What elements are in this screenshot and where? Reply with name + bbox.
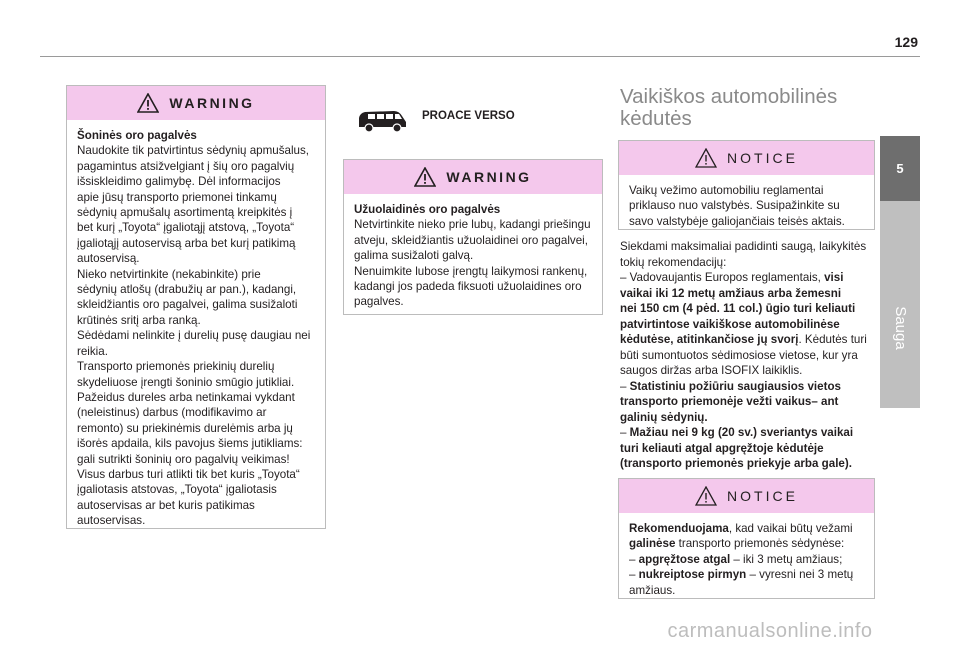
line-text: (neleistinus) darbus (modifikavimo ar <box>77 406 267 420</box>
warning-body <box>67 120 325 537</box>
text-line <box>354 233 592 248</box>
text-line <box>629 183 864 198</box>
line-text: vaikai iki 12 metų amžiaus arba žemesni <box>620 286 842 300</box>
text-line <box>77 513 315 528</box>
text-line <box>77 405 315 420</box>
text-line <box>77 282 315 297</box>
item1-tail: . Kėdutės turi <box>798 333 867 346</box>
line-text: galinių sėdynių. <box>620 410 708 424</box>
line-text: Netvirtinkite nieko prie lubų, kadangi priešingu <box>354 218 591 232</box>
text-line <box>620 456 876 472</box>
line-text: autoservisas ar bet kuris patikimas <box>77 498 255 512</box>
line-text: sėdynių atlošų (drabužių ar pan.), kadangi, <box>77 283 297 297</box>
line-text: Pažeidus dureles arba netinkamai vykdant <box>77 390 295 404</box>
line-text: Transporto priemonės priekinių durelių <box>77 360 275 374</box>
line-text: Nieko netvirtinkite (nekabinkite) prie <box>77 267 261 281</box>
line-text: įgaliotąjį autoservisą arba bet kurį patikimą <box>77 236 296 250</box>
text-line <box>77 436 315 451</box>
text-line <box>77 313 315 328</box>
warning-header-label: WARNING <box>169 95 255 111</box>
text-line <box>629 214 864 229</box>
warning-title: Šoninės oro pagalvės <box>77 129 197 142</box>
section-title <box>620 86 870 130</box>
line-text: transporto priemonėje vežti vaikus– ant <box>620 395 839 408</box>
text-line <box>77 359 315 374</box>
line-text: priklauso nuo valstybės. Susipažinkite su <box>629 199 840 213</box>
intro-line: Siekdami maksimaliai padidinti saugą, laikykitės <box>620 240 867 253</box>
recommendations-text <box>620 239 876 472</box>
section-title-line-1: Vaikiškos automobilinės <box>620 85 838 108</box>
line-text: autoservisas. <box>77 514 146 528</box>
text-line <box>77 344 315 359</box>
line-text: reikia. <box>77 344 108 358</box>
warning-triangle-icon <box>414 167 436 187</box>
line-text: Visus darbus turi atlikti tik bet kuris „Toyota“ <box>77 467 300 481</box>
line-text: sėdynių apmušalų asortimentą kreipkitės į <box>77 206 293 220</box>
item1-bold: visi <box>824 271 844 284</box>
item1-bold-end: kėdutėse, atitinkančiose jų svorį <box>620 333 799 346</box>
text-line <box>354 217 592 232</box>
text-line <box>77 328 315 343</box>
text-line <box>629 198 864 213</box>
line-text: įgaliotasis atstovas, „Toyota“ įgaliotasis <box>77 483 277 497</box>
page-number: 129 <box>894 34 918 50</box>
line-text: nei 150 cm (4 pėd. 11 col.) ūgio turi keliauti <box>620 302 856 315</box>
text-line <box>620 441 876 457</box>
notice-bold: apgręžtose atgal <box>638 552 731 566</box>
line-text: savo valstybėje galiojančiais teisės aktais. <box>629 214 845 228</box>
watermark: carmanualsonline.info <box>667 620 873 642</box>
warning-header <box>67 86 325 120</box>
notice-text: – vyresni nei 3 metų <box>746 568 854 582</box>
text-line <box>620 363 876 379</box>
notice-line: amžiaus. <box>629 583 676 597</box>
line-text: atveju, skleidžiantis užuolaidinei oro pagalvei, <box>354 233 588 247</box>
line-text: pagalves. <box>354 295 404 309</box>
notice-text: transporto priemonės sėdynėse: <box>675 537 845 551</box>
text-line <box>77 190 315 205</box>
notice-triangle-icon <box>695 148 717 168</box>
warning-lines <box>77 143 315 528</box>
line-text: išsiskleidimo galimybę. Dėl informacijos <box>77 175 281 189</box>
line-text: būti sumontuotos sėdimosiose vietose, kur yra <box>620 348 858 362</box>
text-line <box>77 251 315 266</box>
text-line <box>77 267 315 282</box>
warning-header <box>344 160 602 194</box>
side-tab-label: Sauga <box>892 306 909 350</box>
text-line <box>77 220 315 235</box>
text-line <box>354 248 592 263</box>
notice-text: , kad vaikai būtų vežami <box>728 522 853 535</box>
notice-body <box>619 175 874 237</box>
line-text: kadangi jos padeda fiksuoti užuolaidines oro <box>354 280 582 294</box>
text-line <box>77 452 315 467</box>
line-text: remonto) su priekinėmis durelėmis arba jų <box>77 421 293 435</box>
text-line <box>620 425 876 441</box>
text-line <box>620 410 876 426</box>
warning-body <box>344 194 602 318</box>
notice-box-regulations <box>618 140 875 230</box>
line-text: Sėdėdami nelinkite į durelių pusę daugiau nei <box>77 329 311 343</box>
text-line <box>77 236 315 251</box>
text-line <box>620 394 876 410</box>
warning-triangle-icon <box>137 93 159 113</box>
text-line <box>77 467 315 482</box>
text-line <box>77 297 315 312</box>
text-line <box>77 498 315 513</box>
model-label: PROACE VERSO <box>422 110 515 122</box>
item1-prefix: – Vadovaujantis Europos reglamentais, <box>620 271 825 284</box>
line-text: saugos diržas arba ISOFIX laikiklis. <box>620 364 803 377</box>
text-line <box>77 143 315 158</box>
line-text: Vaikų vežimo automobiliu reglamentai <box>629 184 824 197</box>
notice-bold: galinėse <box>629 537 676 551</box>
line-text: skleidžiantis oro pagalvei, galima susižaloti <box>77 298 298 312</box>
text-line <box>77 159 315 174</box>
warning-lines <box>354 217 592 309</box>
notice-bold: nukreiptose pirmyn <box>638 568 747 582</box>
notice-line <box>629 536 864 551</box>
item1-bold-lines <box>620 286 876 333</box>
line-text: gali sutrikti šoninių oro pagalvių veikimas! <box>77 452 290 466</box>
text-line <box>620 301 876 317</box>
notice-bold: Rekomenduojama <box>629 522 729 535</box>
line-text: autoservisą. <box>77 252 140 266</box>
notice-text: – iki 3 metų amžiaus; <box>730 552 843 566</box>
item3-lines <box>620 425 876 472</box>
line-text: galima susižaloti galvą. <box>354 249 474 263</box>
line-text: krūtinės sritį arba ranką. <box>77 313 201 327</box>
text-line <box>620 317 876 333</box>
notice-header-label: NOTICE <box>727 488 798 504</box>
text-line <box>354 279 592 294</box>
notice-triangle-icon <box>695 486 717 506</box>
item1-line <box>620 270 876 286</box>
notice-box-recommended-seats <box>618 478 875 599</box>
line-text: turi keliauti atgal apgręžtoje kėdutėje <box>620 441 824 455</box>
text-line <box>77 390 315 405</box>
warning-box-curtain-airbags <box>343 159 603 315</box>
line-text: skydeliuose įrengti šoninio smūgio jutikliai. <box>77 375 295 389</box>
line-text: (transporto priemonės priekyje arba gale). <box>620 457 852 470</box>
header-rule <box>40 56 920 57</box>
van-icon <box>356 107 408 140</box>
text-line <box>77 375 315 390</box>
notice-dash: – <box>629 552 639 566</box>
text-line <box>77 205 315 220</box>
line-text: bet kurį „Toyota“ įgaliotąjį atstovą, „Toyota“ <box>77 221 295 235</box>
text-line <box>620 379 876 395</box>
text-line <box>77 482 315 497</box>
line-text: Mažiau nei 9 kg (20 sv.) sveriantys vaikai <box>629 426 854 439</box>
item1-tail-lines <box>620 348 876 379</box>
warning-box-side-airbags <box>66 85 326 529</box>
line-text: Nenuimkite lubose įrengtų laikymosi rankenų, <box>354 264 588 278</box>
intro-line: tokių rekomendacijų: <box>620 255 727 269</box>
line-text: Statistiniu požiūriu saugiausios vietos <box>629 379 841 393</box>
item1-line <box>620 332 876 348</box>
text-line <box>354 264 592 279</box>
text-line <box>354 294 592 309</box>
warning-header-label: WARNING <box>446 169 532 185</box>
notice-line <box>629 521 864 536</box>
item-dash: – <box>620 426 630 439</box>
line-text: Naudokite tik patvirtintus sėdynių apmušalus, <box>77 144 309 158</box>
text-line <box>77 421 315 436</box>
warning-title: Užuolaidinės oro pagalvės <box>354 203 501 216</box>
side-tab-sauga[interactable] <box>880 136 920 408</box>
side-tab-number: 5 <box>880 136 920 201</box>
notice-line <box>629 552 864 567</box>
notice-body <box>619 513 874 606</box>
item-dash: – <box>620 379 630 393</box>
notice-header <box>619 479 874 513</box>
line-text: pagamintus atsižvelgiant į šių oro pagalvių <box>77 159 295 173</box>
line-text: patvirtintose vaikiškose automobilinėse <box>620 317 840 331</box>
text-line <box>620 286 876 302</box>
text-line <box>620 348 876 364</box>
notice-header-label: NOTICE <box>727 150 798 166</box>
section-title-line-2: kėdutės <box>620 107 692 130</box>
notice-dash: – <box>629 568 639 582</box>
line-text: išorės apdaila, kils pavojus šiems jutikliams: <box>77 437 303 451</box>
item2-lines <box>620 379 876 426</box>
text-line <box>77 174 315 189</box>
line-text: apie jūsų transporto priemonei tinkamų <box>77 190 277 204</box>
notice-header <box>619 141 874 175</box>
notice-line <box>629 567 864 582</box>
